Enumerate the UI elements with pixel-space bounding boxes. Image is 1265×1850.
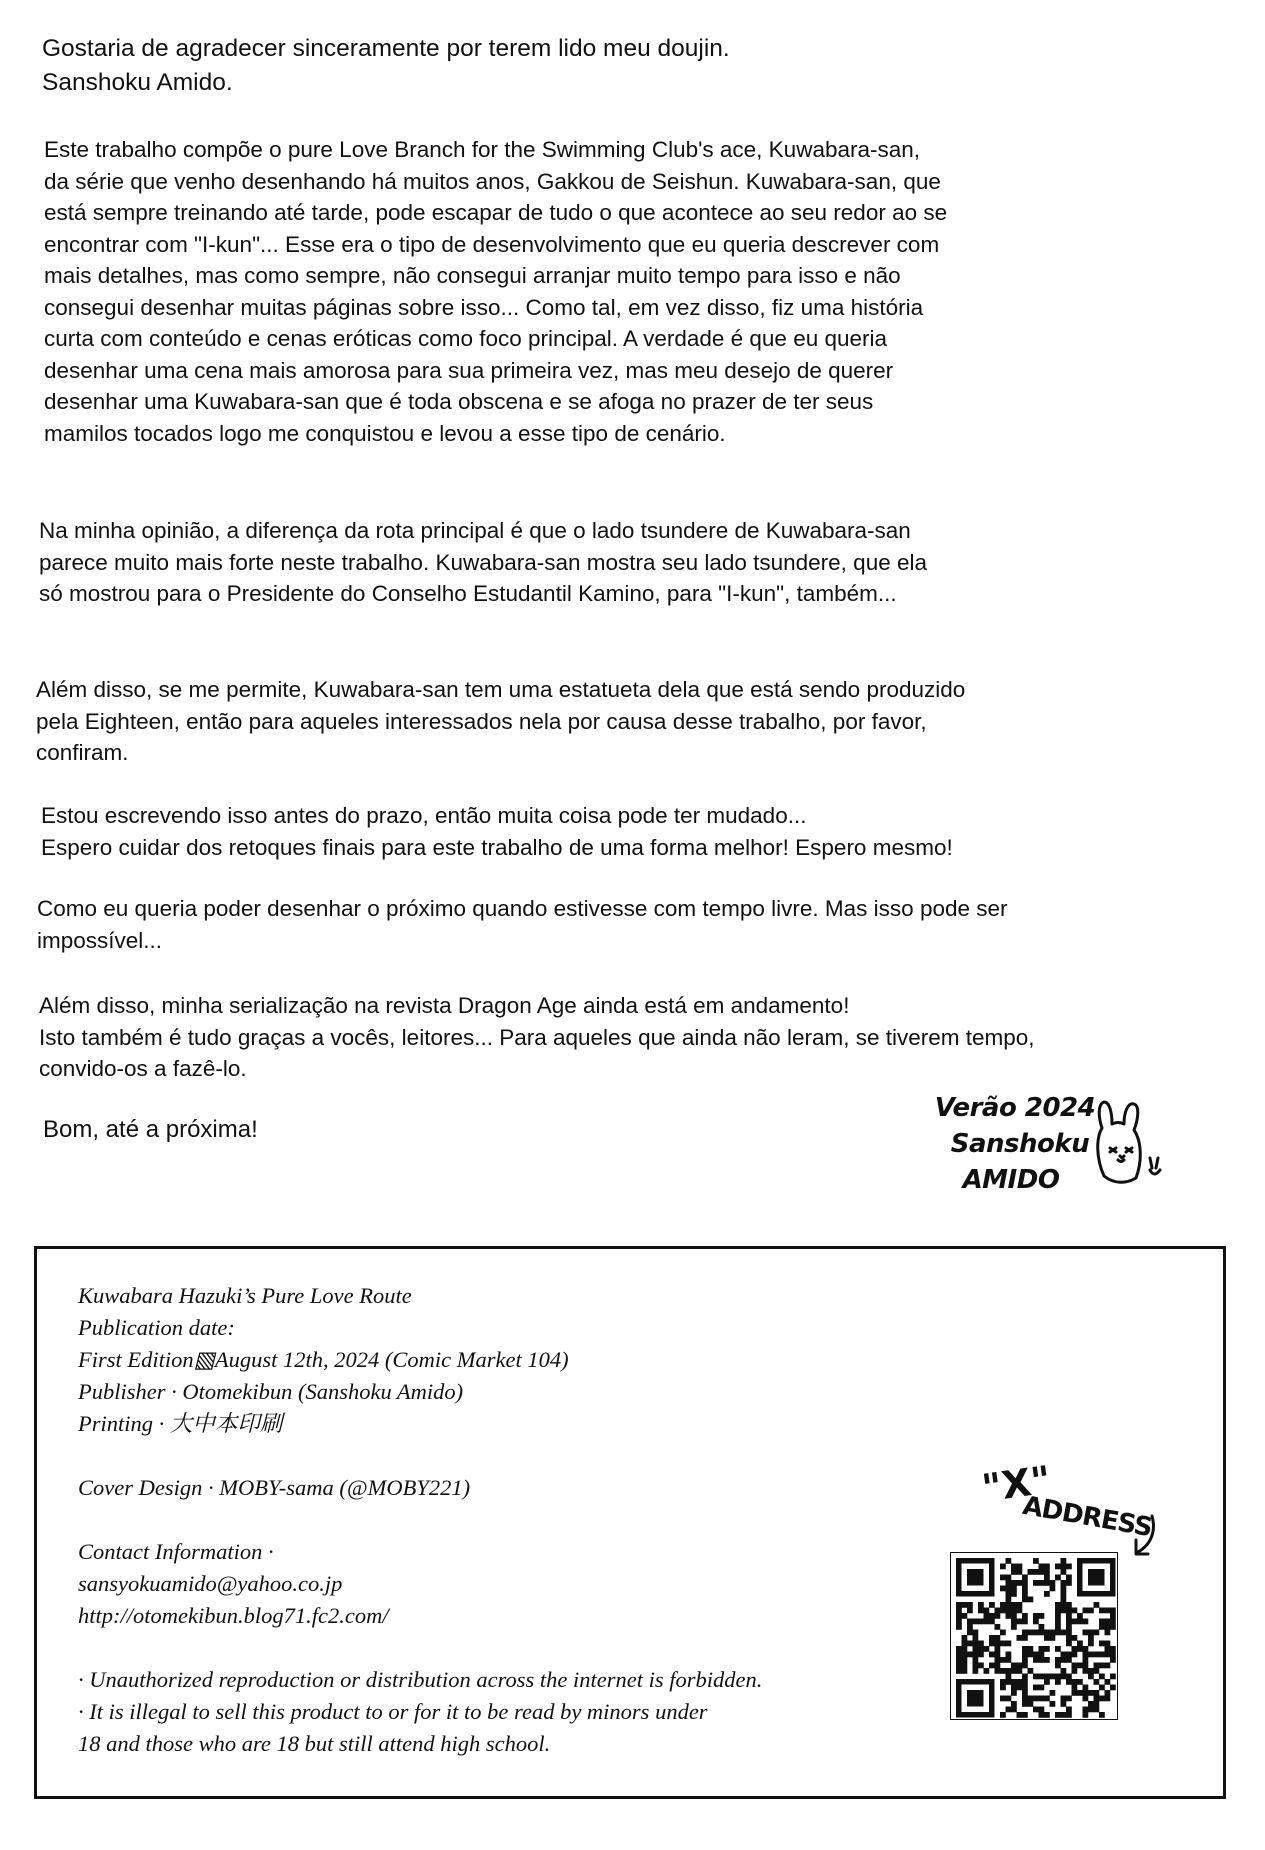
text-line: Espero cuidar dos retoques finais para este trabalho de uma forma melhor! Espero mesmo! xyxy=(41,834,953,860)
contact-url: http://otomekibun.blog71.fc2.com/ xyxy=(78,1603,389,1628)
text-line: Além disso, minha serialização na revista Dragon Age ainda está em andamento! xyxy=(39,993,850,1018)
closing-line: Bom, até a próxima! xyxy=(43,1116,258,1143)
text-line: confiram. xyxy=(36,740,129,765)
signature-line: AMIDO xyxy=(962,1165,1060,1195)
address-label: ADDRESS xyxy=(1020,1490,1154,1544)
contact-email: sansyokuamido@yahoo.co.jp xyxy=(78,1571,343,1596)
x-label: "X" xyxy=(979,1457,1054,1511)
publication-date-label: Publication date: xyxy=(78,1315,235,1340)
notice-line: · It is illegal to sell this product to or for it to be read by minors under xyxy=(78,1699,708,1724)
book-title: Kuwabara Hazuki’s Pure Love Route xyxy=(78,1283,412,1308)
text-line: consegui desenhar muitas páginas sobre isso... Como tal, em vez disso, fiz uma história xyxy=(44,294,924,320)
text-line: encontrar com "I-kun"... Esse era o tipo de desenvolvimento que eu queria descrever com xyxy=(44,231,940,257)
text-line: impossível... xyxy=(37,927,163,953)
arrow-down-icon xyxy=(1122,1512,1162,1562)
text-line: desenhar uma Kuwabara-san que é toda obscena e se afoga no prazer de ter seus xyxy=(44,389,874,414)
paragraph-5 xyxy=(37,893,1008,956)
text-line: parece muito mais forte neste trabalho. Kuwabara-san mostra seu lado tsundere, que ela xyxy=(39,549,928,575)
publisher: Publisher · Otomekibun (Sanshoku Amido) xyxy=(78,1379,464,1404)
paragraph-2 xyxy=(39,515,927,610)
contact-label: Contact Information · xyxy=(78,1539,274,1564)
text-line: está sempre treinando até tarde, pode escapar de tudo o que acontece ao seu redor ao se xyxy=(44,200,948,225)
first-edition: First Edition▧August 12th, 2024 (Comic Market 104) xyxy=(78,1347,569,1372)
paragraph-3 xyxy=(36,674,965,769)
paragraph-1 xyxy=(44,134,947,449)
text-line: convido-os a fazê-lo. xyxy=(39,1056,247,1081)
text-line: só mostrou para o Presidente do Conselho Estudantil Kamino, para "I-kun", também... xyxy=(39,581,897,606)
cover-design: Cover Design · MOBY-sama (@MOBY221) xyxy=(78,1475,471,1500)
handwritten-signature xyxy=(930,1090,1100,1198)
signature-line: Sanshoku xyxy=(950,1129,1090,1159)
text-line: mais detalhes, mas como sempre, não consegui arranjar muito tempo para isso e não xyxy=(44,263,901,288)
intro-line: Gostaria de agradecer sinceramente por terem lido meu doujin. xyxy=(42,35,730,62)
text-line: Este trabalho compõe o pure Love Branch for the Swimming Club's ace, Kuwabara-san, xyxy=(44,137,921,162)
text-line: curta com conteúdo e cenas eróticas como foco principal. A verdade é que eu queria xyxy=(44,326,888,351)
qr-code xyxy=(950,1552,1118,1720)
paragraph-4 xyxy=(41,800,953,863)
notice-line: 18 and those who are 18 but still attend high school. xyxy=(78,1731,551,1756)
text-line: Além disso, se me permite, Kuwabara-san tem uma estatueta dela que está sendo produzido xyxy=(36,677,966,702)
intro-line: Sanshoku Amido. xyxy=(42,69,233,96)
intro xyxy=(42,32,730,100)
text-line: Como eu queria poder desenhar o próximo quando estivesse com tempo livre. Mas isso pode ser xyxy=(37,896,1008,921)
printing: Printing · 大中本印刷 xyxy=(78,1411,283,1436)
text-line: Isto também é tudo graças a vocês, leitores... Para aqueles que ainda não leram, se tiverem tempo, xyxy=(39,1024,1035,1050)
text-line: desenhar uma cena mais amorosa para sua primeira vez, mas meu desejo de querer xyxy=(44,357,894,383)
bunny-doodle-icon xyxy=(1090,1098,1170,1193)
signature-line: Verão 2024 xyxy=(934,1093,1096,1123)
notice-line: · Unauthorized reproduction or distribution across the internet is forbidden. xyxy=(78,1667,763,1692)
text-line: pela Eighteen, então para aqueles interessados nela por causa desse trabalho, por favor, xyxy=(36,708,927,734)
spacer xyxy=(78,1440,762,1472)
text-line: da série que venho desenhando há muitos anos, Gakkou de Seishun. Kuwabara-san, que xyxy=(44,168,941,194)
text-line: Na minha opinião, a diferença da rota principal é que o lado tsundere de Kuwabara-san xyxy=(39,518,911,543)
colophon-text xyxy=(78,1280,762,1760)
paragraph-6 xyxy=(39,990,1035,1085)
text-line: Estou escrevendo isso antes do prazo, então muita coisa pode ter mudado... xyxy=(41,803,807,828)
spacer xyxy=(78,1632,762,1664)
spacer xyxy=(78,1504,762,1536)
text-line: mamilos tocados logo me conquistou e levou a esse tipo de cenário. xyxy=(44,420,726,446)
